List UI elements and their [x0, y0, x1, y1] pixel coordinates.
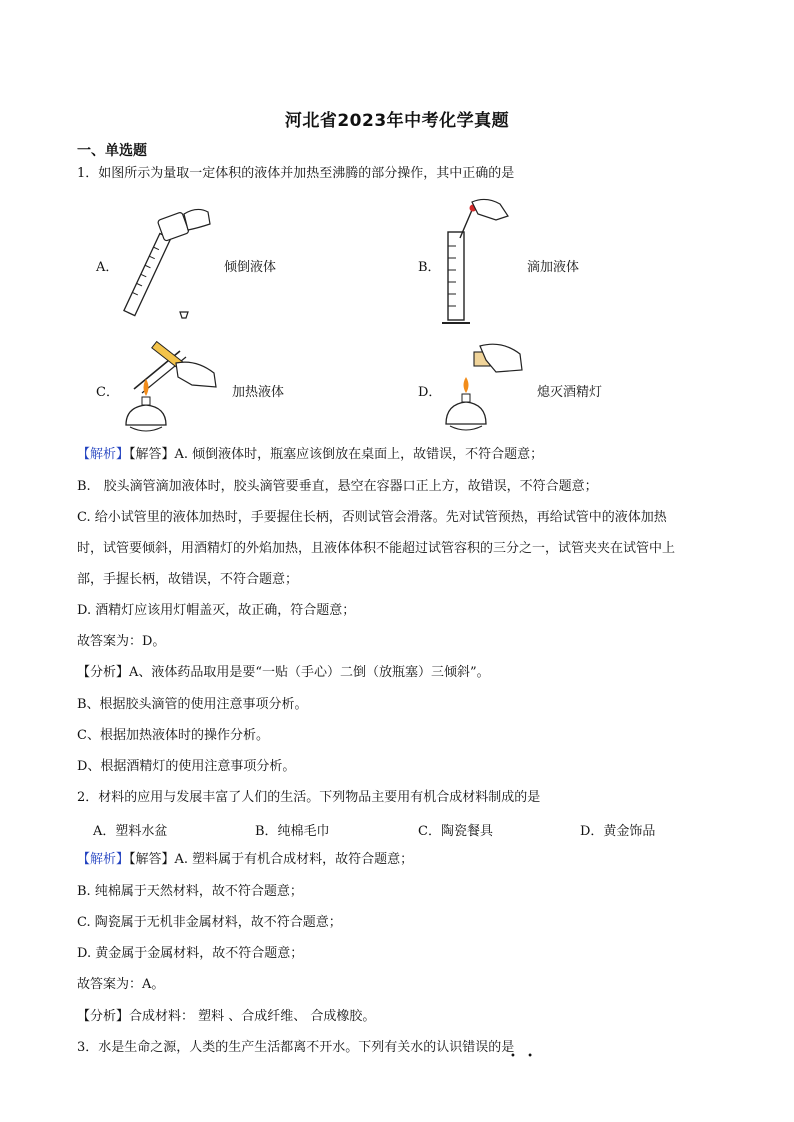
- q1-stem: 1．如图所示为量取一定体积的液体并加热至沸腾的部分操作，其中正确的是: [77, 166, 515, 181]
- q1-analysis-line-2: B、根据胶头滴管的使用注意事项分析。: [77, 697, 308, 712]
- q1-analysis-line-1: 【分析】A、液体药品取用是要“一贴（手心）二倒（放瓶塞）三倾斜”。: [77, 665, 490, 680]
- q2-answer-line-5: 故答案为：A。: [77, 977, 165, 992]
- q1-answer-line-1: 【解析】【解答】A. 倾倒液体时，瓶塞应该倒放在桌面上，故错误，不符合题意；: [77, 447, 544, 462]
- q1-option-d-caption: 熄灭酒精灯: [537, 385, 603, 400]
- analysis-tag: 【解析】: [77, 447, 130, 462]
- q2-answer-line-1: 【解析】【解答】A. 塑料属于有机合成材料，故符合题意；: [77, 852, 414, 867]
- heating-test-tube-icon: [116, 333, 224, 441]
- emphasis-dots: • •: [510, 1051, 537, 1062]
- analysis-tag: 【解析】: [77, 852, 130, 867]
- q1-option-b-caption: 滴加液体: [527, 260, 580, 275]
- page-title: 河北省2023年中考化学真题: [284, 111, 510, 131]
- q2-option-d: D．黄金饰品: [580, 824, 656, 839]
- q1-answer-line-2: B. 胶头滴管滴加液体时，胶头滴管要垂直，悬空在容器口正上方，故错误，不符合题意；: [77, 479, 598, 494]
- q1-analysis-line-3: C、根据加热液体时的操作分析。: [77, 728, 269, 743]
- q1-option-d-letter: D．: [418, 385, 442, 400]
- dropper-icon: [438, 196, 528, 331]
- q2-answer-line-4: D. 黄金属于金属材料，故不符合题意；: [77, 946, 304, 961]
- q2-option-a: A．塑料水盆: [93, 824, 168, 839]
- q1-answer-line-5: 部，手握长柄，故错误，不符合题意；: [77, 572, 299, 587]
- q1-option-c-letter: C．: [96, 385, 119, 400]
- q2-option-b: B．纯棉毛巾: [255, 824, 330, 839]
- section-heading: 一、单选题: [77, 143, 147, 159]
- q1-option-b-letter: B．: [418, 260, 441, 275]
- q2-option-c: C．陶瓷餐具: [418, 824, 493, 839]
- q1-option-a-letter: A．: [96, 260, 119, 275]
- q1-answer-line-3: C. 给小试管里的液体加热时，手要握住长柄，否则试管会滑落。先对试管预热，再给试管中的液体加热: [77, 510, 667, 525]
- pouring-liquid-icon: [112, 204, 222, 329]
- q3-stem: 3．水是生命之源，人类的生产生活都离不开水。下列有关水的认识错误的是: [77, 1040, 515, 1055]
- q2-analysis-line: 【分析】合成材料： 塑料 、合成纤维、 合成橡胶。: [77, 1009, 376, 1024]
- q2-answer-line-3: C. 陶瓷属于无机非金属材料，故不符合题意；: [77, 915, 342, 930]
- q1-option-a-caption: 倾倒液体: [224, 260, 277, 275]
- extinguish-lamp-icon: [440, 340, 530, 438]
- q1-answer-line-4: 时，试管要倾斜，用酒精灯的外焰加热，且液体体积不能超过试管容积的三分之一，试管夹夹在试管中上: [77, 541, 676, 556]
- q1-analysis-line-4: D、根据酒精灯的使用注意事项分析。: [77, 759, 296, 774]
- q2-answer-line-2: B. 纯棉属于天然材料，故不符合题意；: [77, 884, 303, 899]
- q1-option-c-caption: 加热液体: [232, 385, 285, 400]
- q1-answer-line-6: D. 酒精灯应该用灯帽盖灭，故正确，符合题意；: [77, 603, 356, 618]
- q1-answer-line-7: 故答案为：D。: [77, 634, 166, 649]
- q2-stem: 2．材料的应用与发展丰富了人们的生活。下列物品主要用有机合成材料制成的是: [77, 790, 541, 805]
